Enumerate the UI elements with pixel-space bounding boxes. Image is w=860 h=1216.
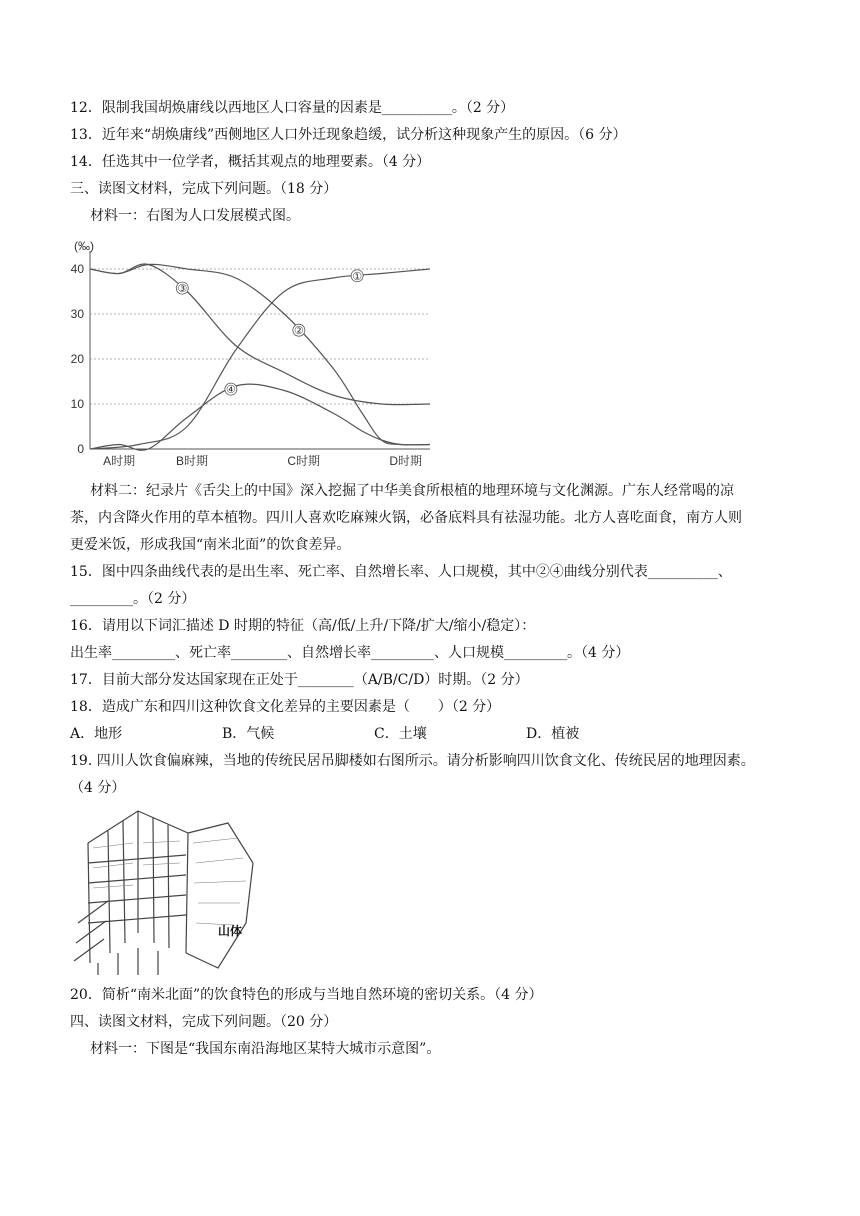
material-1: 材料一：右图为人口发展模式图。 (90, 208, 300, 224)
x-category-label: D时期 (389, 454, 423, 468)
material-2-line-3: 更爱米饭，形成我国“南米北面”的饮食差异。 (70, 537, 351, 553)
series-line-2 (90, 264, 430, 444)
chart-grid (90, 251, 430, 449)
y-tick-label: 30 (70, 307, 84, 321)
series-marker-label: ① (352, 270, 363, 283)
material-2-line-2: 茶，内含降火作用的草本植物。四川人喜欢吃麻辣火锅，必备底料具有祛湿功能。北方人喜吃面食，南方人则 (70, 510, 742, 526)
y-tick-label: 40 (70, 262, 84, 276)
option-d: D．植被 (526, 726, 580, 742)
question-19-line-1: 19. 四川人饮食偏麻辣，当地的传统民居吊脚楼如右图所示。请分析影响四川饮食文化、传统民居的地理因素。 (70, 753, 755, 769)
x-category-label: A时期 (103, 454, 136, 468)
series-marker-4 (225, 383, 237, 396)
section-4-heading: 四、读图文材料，完成下列问题。（20 分） (70, 1014, 338, 1030)
y-tick-label: 0 (77, 442, 84, 456)
material-2-line-1: 材料二：纪录片《舌尖上的中国》深入挖掘了中华美食所根植的地理环境与文化渊源。广东人经常喝的凉 (90, 483, 734, 499)
question-15-line-1: 15．图中四条曲线代表的是出生率、死亡率、自然增长率、人口规模，其中②④曲线分别代表__________、 (70, 564, 732, 580)
series-marker-2 (293, 324, 305, 337)
stilt-house-illustration (68, 803, 258, 975)
question-16-line-2: 出生率_________、死亡率________、自然增长率_________、人口规模_________。（4 分） (70, 645, 630, 661)
series-marker-label: ② (293, 325, 304, 338)
option-a: A．地形 (70, 726, 123, 742)
question-15-line-2: _________。（2 分） (70, 591, 196, 607)
question-14: 14．任选其中一位学者，概括其观点的地理要素。（4 分） (70, 154, 431, 170)
y-axis-unit: (‰) (74, 239, 94, 253)
option-c: C．土壤 (374, 726, 427, 742)
question-20: 20．简析“南米北面”的饮食特色的形成与当地自然环境的密切关系。（4 分） (70, 987, 543, 1003)
x-category-label: B时期 (175, 454, 209, 468)
y-tick-label: 20 (70, 352, 84, 366)
question-18-options (70, 724, 678, 744)
question-18: 18．造成广东和四川这种饮食文化差异的主要因素是（ ）（2 分） (70, 699, 501, 715)
question-16-line-1: 16．请用以下词汇描述 D 时期的特征（高/低/上升/下降/扩大/缩小/稳定）： (70, 618, 536, 634)
question-17: 17．目前大部分发达国家现在正处于________（A/B/C/D）时期。（2 分） (70, 672, 529, 688)
question-12: 12．限制我国胡焕庸线以西地区人口容量的因素是__________。（2 分） (70, 100, 515, 116)
series-line-3 (90, 264, 430, 405)
population-model-chart (66, 236, 446, 472)
x-category-labels (103, 453, 422, 468)
section-3-heading: 三、读图文材料，完成下列问题。（18 分） (70, 181, 338, 197)
material-4: 材料一：下图是“我国东南沿海地区某特大城市示意图”。 (90, 1041, 441, 1057)
chart-curves (90, 264, 430, 450)
series-marker-3 (176, 282, 188, 295)
question-19-line-2: （4 分） (70, 780, 126, 796)
series-marker-label: ③ (177, 283, 188, 296)
mountain-label: 山体 (218, 924, 243, 938)
question-13: 13．近年来“胡焕庸线”西侧地区人口外迁现象趋缓，试分析这种现象产生的原因。（6 分） (70, 127, 627, 143)
y-tick-label: 10 (70, 397, 84, 411)
series-markers (176, 270, 363, 396)
series-line-4 (90, 384, 430, 450)
series-marker-label: ④ (225, 384, 236, 397)
y-tick-labels (71, 262, 85, 456)
option-b: B．气候 (222, 726, 275, 742)
series-marker-1 (351, 270, 363, 283)
x-category-label: C时期 (287, 454, 321, 468)
